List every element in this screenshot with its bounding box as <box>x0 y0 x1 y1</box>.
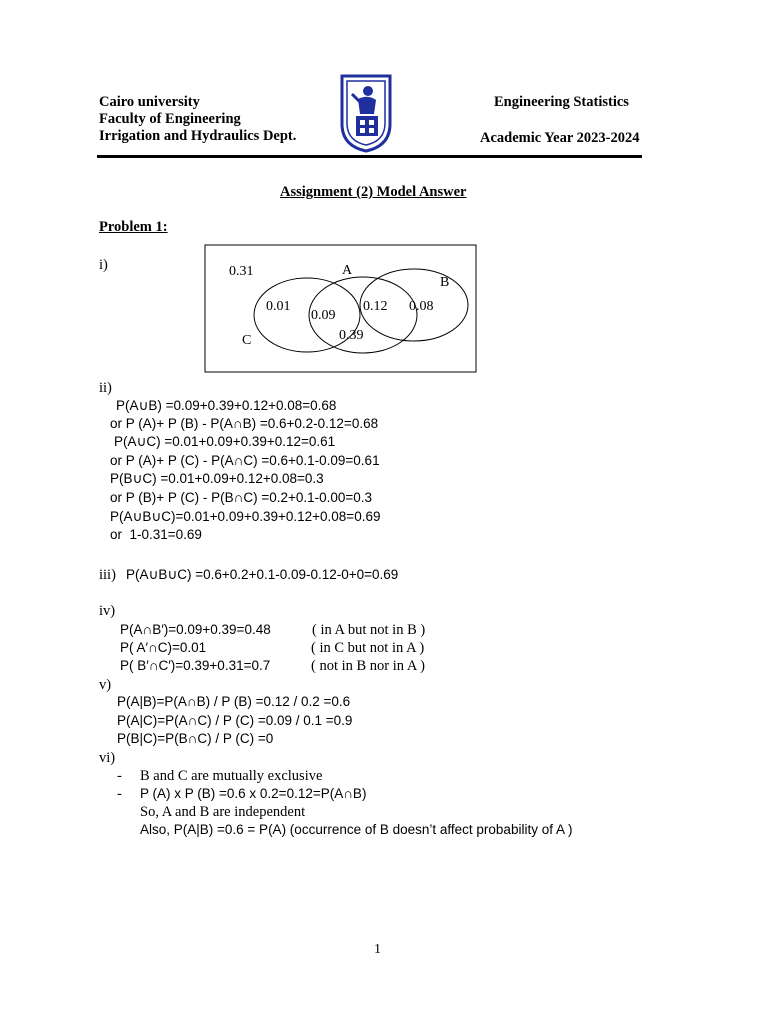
part-vi-bullet-2: P (A) x P (B) =0.6 x 0.2=0.12=P(A∩B) <box>140 786 367 801</box>
a-and-c-value: 0.09 <box>311 308 336 323</box>
part-ii-line-2: or P (A)+ P (B) - P(A∩B) =0.6+0.2-0.12=0.68 <box>110 416 379 431</box>
part-ii-line-6: or P (B)+ P (C) - P(B∩C) =0.2+0.1-0.00=0.3 <box>110 490 373 505</box>
problem-heading: Problem 1: <box>99 219 168 235</box>
academic-year: Academic Year 2023-2024 <box>480 130 640 146</box>
venn-diagram <box>204 244 478 374</box>
part-iv-expr-3: P( B′∩C′)=0.39+0.31=0.7 <box>120 658 271 673</box>
c-only-value: 0.01 <box>266 299 291 314</box>
university-logo-icon <box>338 72 394 154</box>
bullet-dash-2: - <box>117 786 122 802</box>
part-iv-expr-1: P(A∩B′)=0.09+0.39=0.48 <box>120 622 271 637</box>
part-ii-line-7: P(A∪B∪C)=0.01+0.09+0.39+0.12+0.08=0.69 <box>110 509 381 524</box>
part-i-label: i) <box>99 257 108 273</box>
part-vi-label: vi) <box>99 750 116 766</box>
part-v-line-1: P(A|B)=P(A∩B) / P (B) =0.12 / 0.2 =0.6 <box>117 694 351 709</box>
part-vi-bullet-1: B and C are mutually exclusive <box>140 768 323 784</box>
a-and-b-value: 0.12 <box>363 299 388 314</box>
bullet-dash-1: - <box>117 768 122 784</box>
course-name: Engineering Statistics <box>494 94 629 110</box>
part-ii-line-8: or 1-0.31=0.69 <box>110 527 202 542</box>
part-iv-note-1: ( in A but not in B ) <box>312 622 426 638</box>
part-ii-line-5: P(B∪C) =0.01+0.09+0.12+0.08=0.3 <box>110 471 324 486</box>
part-iii-line: P(A∪B∪C) =0.6+0.2+0.1-0.09-0.12-0+0=0.69 <box>126 567 399 582</box>
part-iv-label: iv) <box>99 603 116 619</box>
university-name: Cairo university <box>99 94 200 110</box>
a-only-value: 0.39 <box>339 328 364 343</box>
part-vi-line-3: So, A and B are independent <box>140 804 306 820</box>
page-number: 1 <box>374 942 381 957</box>
part-v-line-2: P(A|C)=P(A∩C) / P (C) =0.09 / 0.1 =0.9 <box>117 713 353 728</box>
set-a-label: A <box>342 263 353 278</box>
part-iv-note-3: ( not in B nor in A ) <box>311 658 425 674</box>
header-left <box>99 94 296 145</box>
part-ii-line-1: P(A∪B) =0.09+0.39+0.12+0.08=0.68 <box>116 398 337 413</box>
outside-value: 0.31 <box>229 264 254 279</box>
header-divider <box>97 155 642 158</box>
b-only-value: 0.08 <box>409 299 434 314</box>
part-v-label: v) <box>99 677 112 693</box>
faculty-name: Faculty of Engineering <box>99 111 241 127</box>
part-v-line-3: P(B|C)=P(B∩C) / P (C) =0 <box>117 731 274 746</box>
part-vi-line-4: Also, P(A|B) =0.6 = P(A) (occurrence of B doesn’t affect probability of A ) <box>140 822 573 837</box>
set-c-label: C <box>242 333 252 348</box>
part-ii-line-3: P(A∪C) =0.01+0.09+0.39+0.12=0.61 <box>114 434 336 449</box>
page-title: Assignment (2) Model Answer <box>280 184 467 200</box>
department-name: Irrigation and Hydraulics Dept. <box>99 128 297 144</box>
part-ii-line-4: or P (A)+ P (C) - P(A∩C) =0.6+0.1-0.09=0.61 <box>110 453 380 468</box>
part-iv-note-2: ( in C but not in A ) <box>311 640 425 656</box>
part-iii-label: iii) <box>99 567 116 583</box>
set-b-label: B <box>440 275 450 290</box>
part-iv-expr-2: P( A′∩C)=0.01 <box>120 640 207 655</box>
part-ii-label: ii) <box>99 380 112 396</box>
